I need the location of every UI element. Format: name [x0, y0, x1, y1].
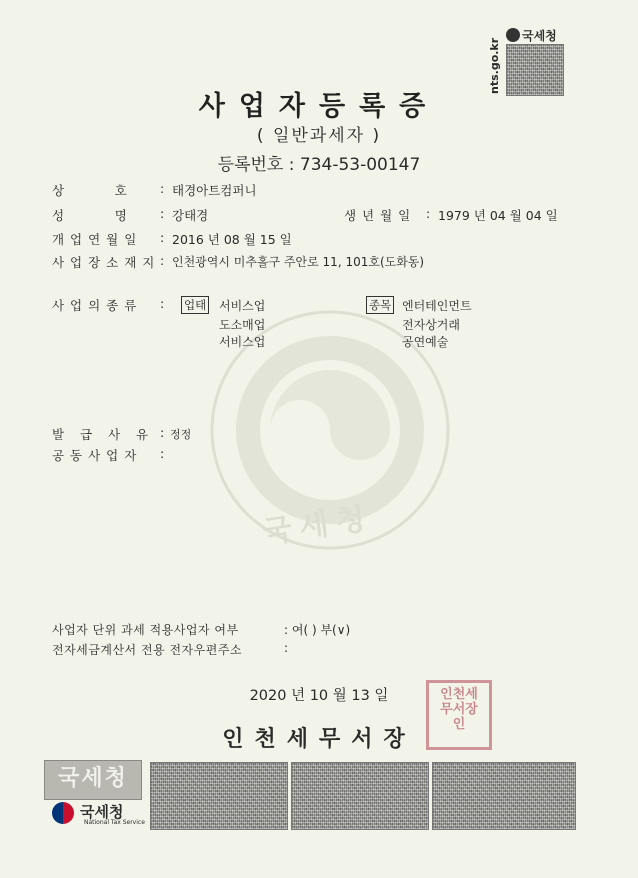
birth-date: 1979 년 04 월 04 일	[438, 208, 558, 223]
business-address: 인천광역시 미추홀구 주안로 11, 101호(도화동)	[172, 255, 425, 269]
email-label: 전자세금계산서 전용 전자우편주소	[52, 643, 243, 657]
representative-name: 강태경	[172, 208, 209, 223]
security-strip	[291, 762, 429, 830]
nts-url-vertical: nts.go.kr	[488, 37, 501, 94]
issue-date: 2020 년 10 월 13 일	[249, 688, 389, 704]
business-item: 서비스업	[219, 335, 266, 349]
nts-logo-icon	[506, 28, 520, 42]
business-item: 도소매업	[219, 318, 266, 332]
taegeuk-icon	[52, 802, 74, 824]
category-item: 공연예술	[402, 335, 449, 349]
registration-number: 734-53-00147	[299, 155, 421, 175]
birth-date-label: 생 년 월 일	[344, 208, 412, 223]
open-date-label: 개 업 연 월 일	[52, 232, 138, 247]
category-item: 전자상거래	[402, 318, 460, 332]
business-type-colon: :	[160, 296, 165, 311]
registration-number-label: 등록번호 :	[217, 155, 295, 175]
issue-reason: 정정	[170, 428, 192, 441]
document-title: 사업자등록증	[198, 91, 440, 122]
trade-name-colon: :	[160, 181, 165, 196]
issue-reason-label: 발 급 사 유	[52, 427, 150, 442]
category-item: 엔터테인먼트	[402, 299, 472, 313]
email-value: :	[284, 641, 289, 655]
official-seal	[426, 680, 492, 750]
trade-name-label: 상 호	[52, 183, 128, 198]
tax-office-name: 인천세무서장	[222, 727, 416, 752]
stamp-text: 국세청	[58, 766, 128, 791]
business-category-tag: 종목	[366, 296, 394, 314]
registration-number-line	[0, 150, 638, 175]
name-colon: :	[160, 206, 165, 221]
business-type-tag: 업태	[181, 296, 209, 314]
birth-date-colon: :	[426, 206, 431, 221]
unit-tax-label: 사업자 단위 과세 적용사업자 여부	[52, 623, 239, 637]
business-item: 서비스업	[219, 299, 266, 313]
nts-org-name: 국세청	[80, 803, 124, 821]
unit-tax-value: : 여( ) 부(∨)	[284, 623, 351, 637]
nts-stamp-logo	[44, 760, 142, 800]
nts-logo-label: 국세청	[522, 29, 557, 43]
address-label: 사 업 장 소 재 지	[52, 255, 156, 270]
taxpayer-type: ( 일반과세자 )	[256, 126, 382, 146]
security-strip	[150, 762, 288, 830]
address-colon: :	[160, 253, 165, 268]
security-strip	[432, 762, 576, 830]
watermark-text: 국세청	[260, 500, 376, 551]
open-date-colon: :	[160, 230, 165, 245]
joint-owner-colon: :	[160, 446, 165, 461]
joint-owner-label: 공 동 사 업 자	[52, 448, 138, 463]
nts-org-name-en: National Tax Service	[84, 819, 145, 826]
issue-reason-colon: :	[160, 425, 165, 440]
seal-text: 인천세무서장인	[440, 687, 478, 732]
trade-name: 태경아트컴퍼니	[172, 183, 257, 198]
open-date: 2016 년 08 월 15 일	[172, 232, 292, 247]
name-label: 성 명	[52, 208, 128, 223]
business-type-label: 사 업 의 종 류	[52, 298, 138, 313]
